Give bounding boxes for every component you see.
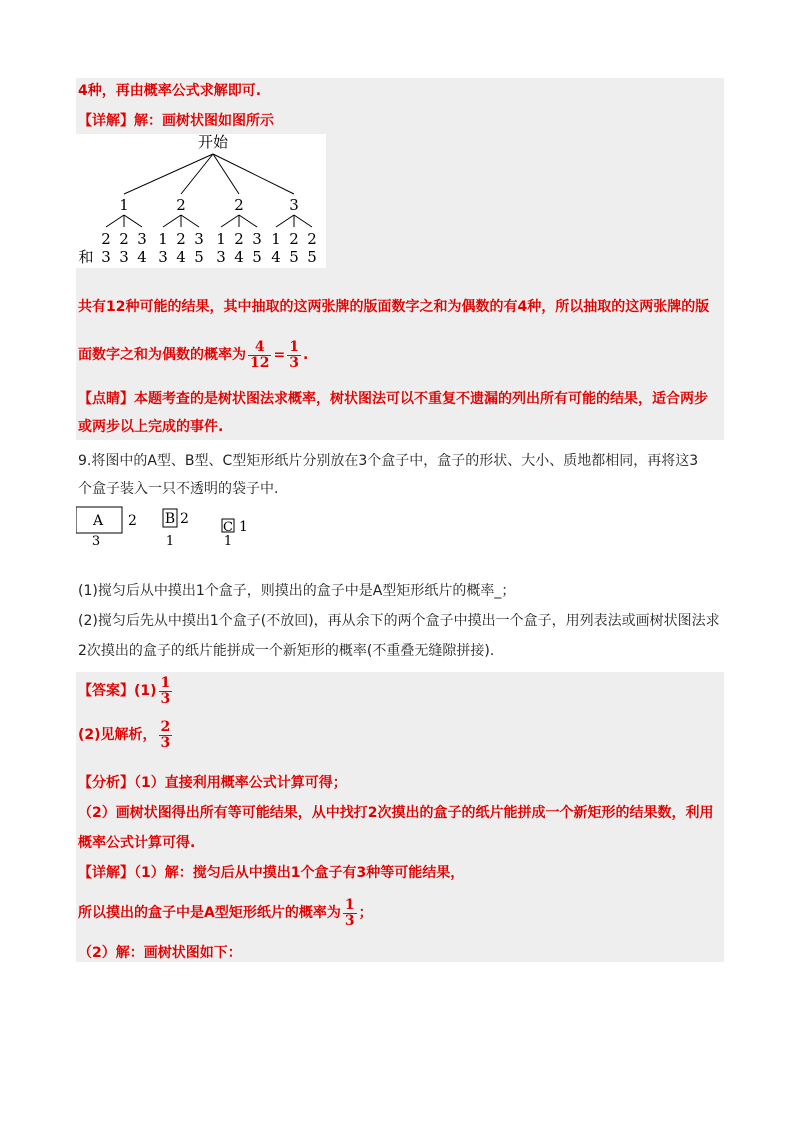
question-9-part-1: (1)搅匀后从中摸出1个盒子，则摸出的盒子中是A型矩形纸片的概率_； [78, 583, 516, 599]
answer-fraction-1: $\frac{1}{3}$ [160, 675, 171, 707]
tree-first-node: 1 [119, 196, 129, 214]
analysis-line-1: 【分析】（1）直接利用概率公式计算可得； [78, 775, 347, 791]
detail-line-2: 所以摸出的盒子中是A型矩形纸片的概率为 $\frac{1}{3}$ ； [78, 897, 373, 929]
tree-sum-value: 5 [307, 248, 317, 266]
tree-first-node: 2 [176, 196, 186, 214]
tree-sum-value: 3 [158, 248, 168, 266]
shape-label: C [223, 520, 233, 535]
question-9-line-2: 个盒子装入一只不透明的袋子中. [78, 481, 279, 497]
comment-line-1: 【点睛】本题考查的是树状图法求概率，树状图法可以不重复不遗漏的列出所有可能的结果，适合两步 [78, 391, 708, 407]
question-9-part-2a: (2)搅匀后先从中摸出1个盒子(不放回)，再从余下的两个盒子中摸出一个盒子，用列表法或画树状图法求 [78, 613, 720, 629]
sum-label: 和 [78, 248, 94, 266]
shape-label: 1 [165, 534, 175, 547]
answer-fraction-2: $\frac{2}{3}$ [160, 719, 171, 751]
tree-diagram [76, 134, 326, 268]
shape-label: 2 [128, 513, 137, 529]
rectangle-shapes [76, 503, 296, 547]
answer-line-1: 【答案】(1) $\frac{1}{3}$ [78, 675, 171, 707]
tree-second-node: 1 [216, 230, 226, 248]
tree-second-node: 1 [271, 230, 281, 248]
fraction-4-12: $\frac{4}{12}$ [250, 339, 270, 371]
tree-sum-value: 4 [176, 248, 186, 266]
tree-sum-value: 5 [194, 248, 204, 266]
tree-second-node: 2 [234, 230, 244, 248]
shape-label: B [164, 511, 176, 527]
tree-second-node: 2 [119, 230, 129, 248]
tree-second-node: 2 [176, 230, 186, 248]
tree-sum-value: 4 [234, 248, 244, 266]
tree-second-node: 2 [289, 230, 299, 248]
text-line-1: 4种，再由概率公式求解即可. [78, 83, 262, 99]
tree-sum-value: 4 [271, 248, 281, 266]
fraction-1-3: $\frac{1}{3}$ [289, 339, 299, 371]
detail-line-3: （2）解：画树状图如下： [78, 945, 242, 961]
detail-line-1: 【详解】（1）解：搅匀后从中摸出1个盒子有3种等可能结果， [78, 865, 465, 881]
tree-second-node: 3 [194, 230, 204, 248]
shape-label: 3 [91, 534, 101, 547]
text-line-4: 面数字之和为偶数的概率为 $\frac{4}{12}$ = $\frac{1}{3}$ . [78, 339, 309, 371]
shape-label: A [92, 513, 104, 529]
analysis-line-3: 概率公式计算可得. [78, 835, 196, 851]
shape-label: 1 [223, 534, 233, 547]
tree-second-node: 2 [101, 230, 111, 248]
answer-line-2: (2)见解析， $\frac{2}{3}$ [78, 719, 171, 751]
tree-second-node: 3 [137, 230, 147, 248]
tree-second-node: 2 [307, 230, 317, 248]
tree-sum-value: 4 [137, 248, 147, 266]
tree-sum-value: 3 [101, 248, 111, 266]
text-line-3: 共有12种可能的结果，其中抽取的这两张牌的版面数字之和为偶数的有4种，所以抽取的这两张牌的版 [78, 299, 710, 315]
tree-sum-value: 5 [252, 248, 262, 266]
shape-label: 2 [180, 511, 189, 527]
tree-root: 开始 [197, 134, 229, 151]
question-9-line-1: 9.将图中的A型、B型、C型矩形纸片分别放在3个盒子中，盒子的形状、大小、质地都相同，再将这3 [78, 453, 699, 469]
detail-heading: 【详解】解：画树状图如图所示 [78, 113, 274, 129]
tree-first-node: 2 [234, 196, 244, 214]
tree-sum-value: 3 [119, 248, 129, 266]
tree-sum-value: 3 [216, 248, 226, 266]
tree-second-node: 1 [158, 230, 168, 248]
question-9-part-2b: 2次摸出的盒子的纸片能拼成一个新矩形的概率(不重叠无缝隙拼接). [78, 643, 495, 659]
detail-fraction: $\frac{1}{3}$ [344, 897, 355, 929]
tree-sum-value: 5 [289, 248, 299, 266]
analysis-line-2: （2）画树状图得出所有等可能结果，从中找打2次摸出的盒子的纸片能拼成一个新矩形的结果数，利用 [78, 805, 714, 821]
tree-second-node: 3 [252, 230, 262, 248]
tree-first-node: 3 [289, 196, 299, 214]
comment-line-2: 或两步以上完成的事件. [78, 419, 224, 435]
shape-label: 1 [239, 519, 248, 535]
